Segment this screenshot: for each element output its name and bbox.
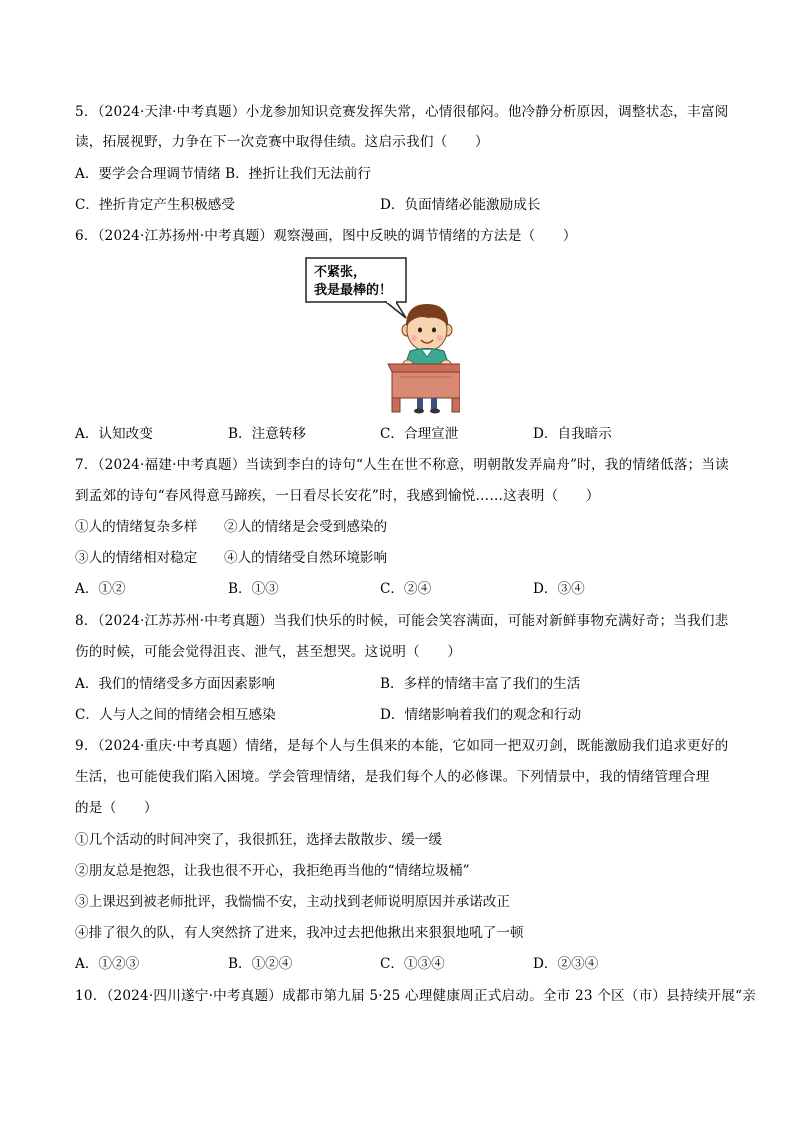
q5-option-c: C．挫折肯定产生积极感受 [75, 197, 235, 213]
q9-statement-2: ②朋友总是抱怨，让我也很不开心，我拒绝再当他的“情绪垃圾桶” [75, 863, 470, 879]
q9-statement-4: ④排了很久的队，有人突然挤了进来，我冲过去把他揪出来狠狠地吼了一顿 [75, 925, 524, 941]
q9-stem-line1: 9．（2024·重庆·中考真题）情绪，是每个人与生俱来的本能，它如同一把双刃剑，既能激励我们追求更好的 [75, 738, 729, 754]
q7-stem-line1: 7．（2024·福建·中考真题）当读到李白的诗句“人生在世不称意，明朝散发弄扁舟”时，我的情绪低落；当读 [75, 457, 729, 473]
q7-statement-1: ①人的情绪复杂多样 [75, 519, 198, 535]
q7-option-b: B．①③ [228, 581, 279, 597]
q7-stem-line2: 到孟郊的诗句“春风得意马蹄疾，一日看尽长安花”时，我感到愉悦……这表明（ ） [75, 488, 600, 504]
q9-stem-line3: 的是（ ） [75, 800, 158, 816]
desk [388, 364, 460, 414]
q7-option-a: A．①② [75, 581, 126, 597]
q9-option-b: B．①②④ [228, 956, 293, 972]
q8-stem-line1: 8．（2024·江苏苏州·中考真题）当我们快乐的时候，可能会笑容满面，可能对新鲜事物充满好奇；当我们悲 [75, 613, 729, 629]
q9-statement-3: ③上课迟到被老师批评，我惴惴不安，主动找到老师说明原因并承诺改正 [75, 894, 510, 910]
bubble-text-line2: 我是最棒的！ [314, 283, 393, 298]
q8-option-d: D．情绪影响着我们的观念和行动 [380, 707, 582, 723]
q10-stem-line1: 10．（2024·四川遂宁·中考真题）成都市第九届 5·25 心理健康周正式启动。全市 23 个区（市）县持续开展“亲 [75, 988, 757, 1004]
speech-bubble-tail [386, 302, 406, 318]
q7-statement-4: ④人的情绪受自然环境影响 [224, 550, 388, 566]
q5-stem-line2: 读，拓展视野，力争在下一次竞赛中取得佳绩。这启示我们（ ） [75, 134, 489, 150]
q5-option-a-b: A．要学会合理调节情绪 B．挫折让我们无法前行 [75, 166, 372, 182]
q7-option-d: D．③④ [533, 581, 585, 597]
q9-option-d: D．②③④ [533, 956, 599, 972]
q8-stem-line2: 伤的时候，可能会觉得沮丧、泄气，甚至想哭。这说明（ ） [75, 644, 462, 660]
q9-stem-line2: 生活，也可能使我们陷入困境。学会管理情绪，是我们每个人的必修课。下列情景中，我的情绪管理合理 [75, 769, 710, 785]
q8-option-a: A．我们的情绪受多方面因素影响 [75, 676, 276, 692]
q6-option-a: A．认知改变 [75, 426, 153, 442]
q5-stem-line1: 5．（2024·天津·中考真题）小龙参加知识竞赛发挥失常，心情很郁闷。他冷静分析原因，调整状态，丰富阅 [75, 104, 729, 120]
cartoon-boy-at-desk-illustration [300, 256, 460, 414]
q9-statement-1: ①几个活动的时间冲突了，我很抓狂，选择去散散步、缓一缓 [75, 832, 443, 848]
q7-statement-2: ②人的情绪是会受到感染的 [224, 519, 388, 535]
q7-statement-3: ③人的情绪相对稳定 [75, 550, 198, 566]
q5-option-d: D．负面情绪必能激励成长 [380, 197, 541, 213]
q6-stem-line1: 6．（2024·江苏扬州·中考真题）观察漫画，图中反映的调节情绪的方法是（ ） [75, 228, 577, 244]
boy-figure [402, 304, 452, 368]
cartoon-figure [300, 256, 460, 414]
q6-option-b: B．注意转移 [228, 426, 306, 442]
q7-option-c: C．②④ [380, 581, 432, 597]
q9-option-c: C．①③④ [380, 956, 445, 972]
q8-option-b: B．多样的情绪丰富了我们的生活 [380, 676, 581, 692]
q6-option-d: D．自我暗示 [533, 426, 612, 442]
q8-option-c: C．人与人之间的情绪会相互感染 [75, 707, 276, 723]
bubble-text-line1: 不紧张， [314, 265, 367, 280]
q9-option-a: A．①②③ [75, 956, 140, 972]
q6-option-c: C．合理宣泄 [380, 426, 459, 442]
